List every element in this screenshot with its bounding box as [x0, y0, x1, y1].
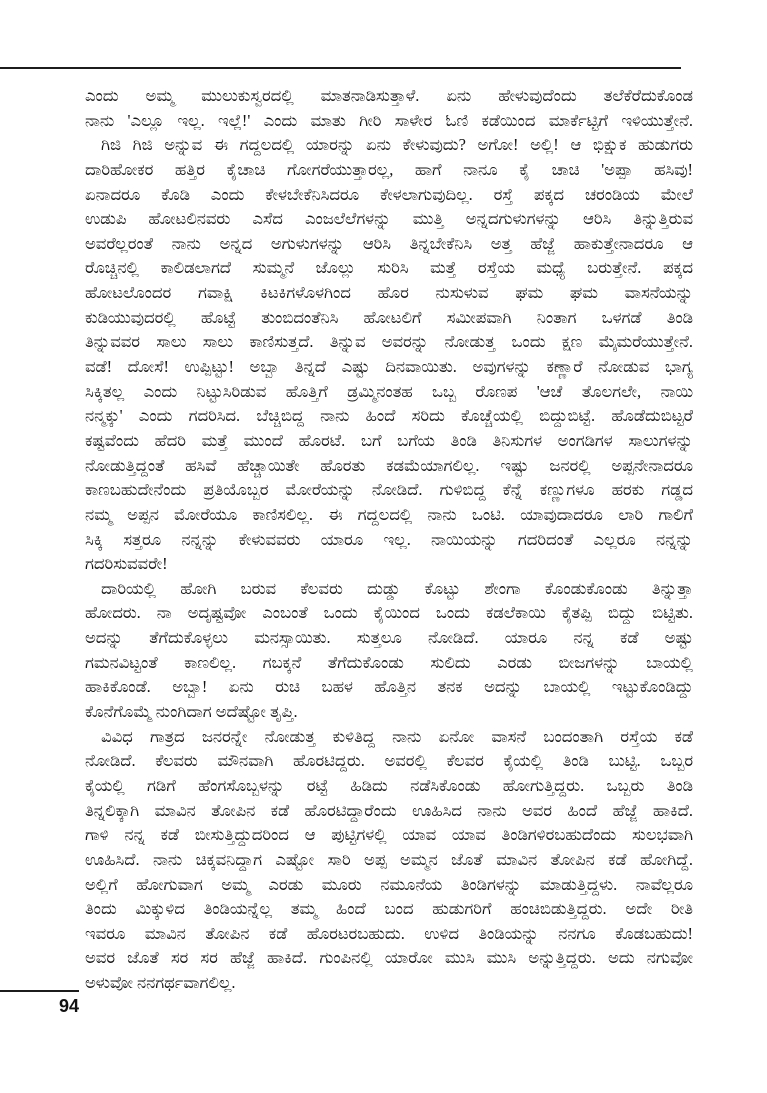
- text-line: ಹೋದರು. ನಾ ಅದೃಷ್ಟವೋ ಎಂಬಂತೆ ಒಂದು ಕೈಯಿಂದ ಒಂದು ಕಡಲೆಕಾಯಿ ಕೈತಪ್ಪಿ ಬಿದ್ದು ಬಿಟ್ಟಿತು.: [85, 603, 693, 623]
- text-line: ಸಿಕ್ಕಿ ಸತ್ತರೂ ನನ್ನನ್ನು ಕೇಳುವವರು ಯಾರೂ ಇಲ್ಲ. ನಾಯಿಯನ್ನು ಗದರಿದಂತೆ ಎಲ್ಲರೂ ನನ್ನನ್ನು: [85, 529, 693, 549]
- text-line: ದಾರಿಹೋಕರ ಹತ್ತಿರ ಕೈಚಾಚಿ ಗೋಗರೆಯುತ್ತಾರಲ್ಲ, ಹಾಗೆ ನಾನೂ ಕೈ ಚಾಚಿ 'ಅಪ್ಪಾ ಹಸಿವು!: [85, 159, 693, 179]
- text-line: ಅವರೆಲ್ಲರಂತೆ ನಾನು ಅನ್ನದ ಅಗುಳುಗಳನ್ನು ಆರಿಸಿ ತಿನ್ನಬೇಕೆನಿಸಿ ಅತ್ತ ಹೆಜ್ಜೆ ಹಾಕುತ್ತೇನಾದರೂ ಆ: [85, 233, 693, 253]
- paragraph-3: [85, 577, 693, 725]
- text-line: ಗಾಳಿ ನನ್ನ ಕಡೆ ಬೀಸುತ್ತಿದ್ದುದರಿಂದ ಆ ಪುಟ್ಟಿಗಳಲ್ಲಿ ಯಾವ ಯಾವ ತಿಂಡಿಗಳಿರಬಹುದೆಂದು ಸುಲಭವಾಗಿ: [85, 825, 693, 845]
- text-line: ಊಹಿಸಿದೆ. ನಾನು ಚಿಕ್ಕವನಿದ್ದಾಗ ಎಷ್ಟೋ ಸಾರಿ ಅಪ್ಪ ಅಮ್ಮನ ಜೊತೆ ಮಾವಿನ ತೋಪಿನ ಕಡೆ ಹೋಗಿದ್ದೆ.: [85, 849, 693, 869]
- text-line: ಕಷ್ಟವೆಂದು ಹೆದರಿ ಮತ್ತೆ ಮುಂದೆ ಹೊರಟೆ. ಬಗೆ ಬಗೆಯ ತಿಂಡಿ ತಿನಿಸುಗಳ ಅಂಗಡಿಗಳ ಸಾಲುಗಳನ್ನು: [85, 430, 693, 450]
- footer-rule: [0, 990, 79, 992]
- text-line: ಹೋಟಲೊಂದರ ಗವಾಕ್ಷಿ ಕಿಟಕಿಗಳೊಳಗಿಂದ ಹೊರ ನುಸುಳುವ ಘಮ ಘಮ ವಾಸನೆಯನ್ನು: [85, 283, 693, 303]
- text-line: ತಿನ್ನಲಿಕ್ಕಾಗಿ ಮಾವಿನ ತೋಪಿನ ಕಡೆ ಹೊರಟಿದ್ದಾರೆಂದು ಊಹಿಸಿದ ನಾನು ಅವರ ಹಿಂದೆ ಹೆಜ್ಜೆ ಹಾಕಿದೆ.: [85, 800, 693, 820]
- text-line: ತಿನ್ನುವವರ ಸಾಲು ಸಾಲು ಕಾಣಿಸುತ್ತದೆ. ತಿನ್ನುವ ಅವರನ್ನು ನೋಡುತ್ತ ಒಂದು ಕ್ಷಣ ಮೈಮರೆಯುತ್ತೇನೆ.: [85, 332, 693, 352]
- header-rule: [0, 67, 681, 69]
- text-line: ನೋಡುತ್ತಿದ್ದಂತೆ ಹಸಿವೆ ಹೆಚ್ಚಾಯಿತೇ ಹೊರತು ಕಡಮೆಯಾಗಲಿಲ್ಲ. ಇಷ್ಟು ಜನರಲ್ಲಿ ಅಪ್ಪನೇನಾದರೂ: [85, 455, 693, 475]
- page-number: 94: [58, 996, 79, 1016]
- text-line: ಇವರೂ ಮಾವಿನ ತೋಪಿನ ಕಡೆ ಹೊರಟರಬಹುದು. ಉಳಿದ ತಿಂಡಿಯನ್ನು ನನಗೂ ಕೊಡಬಹುದು!: [85, 923, 693, 943]
- text-line: ಅವರ ಜೊತೆ ಸರ ಸರ ಹೆಜ್ಜೆ ಹಾಕಿದೆ. ಗುಂಪಿನಲ್ಲಿ ಯಾರೋ ಮುಸಿ ಮುಸಿ ಅನ್ನುತ್ತಿದ್ದರು. ಅದು ನಗುವೋ: [85, 948, 693, 968]
- text-line: ಸಿಕ್ಕಿತಲ್ಲ ಎಂದು ನಿಟ್ಟುಸಿರಿಡುವ ಹೊತ್ತಿಗೆ ಡ್ರಮ್ಮಿನಂತಹ ಒಬ್ಬ ರೊಣಪ 'ಆಚೆ ತೊಲಗಲೇ, ನಾಯಿ: [85, 381, 693, 401]
- text-line: ಕಾಣಬಹುದೇನೆಂದು ಪ್ರತಿಯೊಬ್ಬರ ಮೋರೆಯನ್ನು ನೋಡಿದೆ. ಗುಳಿಬಿದ್ದ ಕೆನ್ನೆ ಕಣ್ಣುಗಳೂ ಹರಕು ಗಡ್ಡದ: [85, 480, 693, 500]
- text-line: ಗಿಜಿ ಗಿಜಿ ಅನ್ನುವ ಈ ಗದ್ದಲದಲ್ಲಿ ಯಾರನ್ನು ಏನು ಕೇಳುವುದು? ಅಗೋ! ಅಲ್ಲಿ! ಆ ಭಿಕ್ಷುಕ ಹುಡುಗರು: [101, 135, 693, 155]
- text-line: ನೋಡಿದೆ. ಕೆಲವರು ಮೌನವಾಗಿ ಹೊರಟಿದ್ದರು. ಅವರಲ್ಲಿ ಕೆಲವರ ಕೈಯಲ್ಲಿ ತಿಂಡಿ ಬುಟ್ಟಿ. ಒಬ್ಬರ: [85, 751, 693, 771]
- text-line: ಉಡುಪಿ ಹೋಟಲಿನವರು ಎಸೆದ ಎಂಜಲೆಲೆಗಳನ್ನು ಮುತ್ತಿ ಅನ್ನದಗುಳುಗಳನ್ನು ಆರಿಸಿ ತಿನ್ನುತ್ತಿರುವ: [85, 209, 693, 229]
- text-line: ದಾರಿಯಲ್ಲಿ ಹೋಗಿ ಬರುವ ಕೆಲವರು ದುಡ್ಡು ಕೊಟ್ಟು ಶೇಂಗಾ ಕೊಂಡುಕೊಂಡು ತಿನ್ನುತ್ತಾ: [101, 578, 693, 598]
- text-line: ಅಲ್ಲಿಗೆ ಹೋಗುವಾಗ ಅಮ್ಮ ಎರಡು ಮೂರು ನಮೂನೆಯ ತಿಂಡಿಗಳನ್ನು ಮಾಡುತ್ತಿದ್ದಳು. ನಾವೆಲ್ಲರೂ: [85, 874, 693, 894]
- text-line: ನನ್ಮಕ್ಕು' ಎಂದು ಗದರಿಸಿದ. ಬೆಚ್ಚಿಬಿದ್ದ ನಾನು ಹಿಂದೆ ಸರಿದು ಕೊಚ್ಚೆಯಲ್ಲಿ ಬಿದ್ದುಬಿಟ್ಟೆ. ಹೊಡೆದುಬಿಟ್ಟರೆ: [85, 406, 693, 426]
- paragraph-1: [85, 84, 693, 133]
- text-line: ಹಾಕಿಕೊಂಡೆ. ಅಬ್ಬಾ! ಏನು ರುಚಿ ಬಹಳ ಹೊತ್ತಿನ ತನಕ ಅದನ್ನು ಬಾಯಲ್ಲಿ ಇಟ್ಟುಕೊಂಡಿದ್ದು: [85, 677, 693, 697]
- text-line: ರೊಚ್ಚಿನಲ್ಲಿ ಕಾಲಿಡಲಾಗದೆ ಸುಮ್ಮನೆ ಜೊಲ್ಲು ಸುರಿಸಿ ಮತ್ತೆ ರಸ್ತೆಯ ಮಧ್ಯೆ ಬರುತ್ತೇನೆ. ಪಕ್ಕದ: [85, 258, 693, 278]
- text-line: ಗದರಿಸುವವರೇ!: [85, 554, 168, 574]
- text-line: ವಿವಿಧ ಗಾತ್ರದ ಜನರನ್ನೇ ನೋಡುತ್ತ ಕುಳಿತಿದ್ದ ನಾನು ಏನೋ ವಾಸನೆ ಬಂದಂತಾಗಿ ರಸ್ತೆಯ ಕಡೆ: [101, 726, 693, 746]
- paragraph-4: [85, 725, 693, 996]
- text-line: ಅದನ್ನು ತೆಗೆದುಕೊಳ್ಳಲು ಮನಸ್ಸಾಯಿತು. ಸುತ್ತಲೂ ನೋಡಿದೆ. ಯಾರೂ ನನ್ನ ಕಡೆ ಅಷ್ಟು: [85, 628, 693, 648]
- text-line: ಅಳುವೋ ನನಗರ್ಥವಾಗಲಿಲ್ಲ.: [85, 973, 236, 993]
- text-line: ನಮ್ಮ ಅಪ್ಪನ ಮೋರೆಯೂ ಕಾಣಿಸಲಿಲ್ಲ. ಈ ಗದ್ದಲದಲ್ಲಿ ನಾನು ಒಂಟಿ. ಯಾವುದಾದರೂ ಲಾರಿ ಗಾಲಿಗೆ: [85, 504, 693, 524]
- paragraph-2: [85, 133, 693, 577]
- text-line: ಕೈಯಲ್ಲಿ ಗಡಿಗೆ ಹೆಂಗಸೊಬ್ಬಳನ್ನು ರಟ್ಟೆ ಹಿಡಿದು ನಡೆಸಿಕೊಂಡು ಹೋಗುತ್ತಿದ್ದರು. ಒಬ್ಬರು ತಿಂಡಿ: [85, 775, 693, 795]
- text-line: ತಿಂದು ಮಿಕ್ಕುಳಿದ ತಿಂಡಿಯನ್ನೆಲ್ಲ ತಮ್ಮ ಹಿಂದೆ ಬಂದ ಹುಡುಗರಿಗೆ ಹಂಚಿಬಿಡುತ್ತಿದ್ದರು. ಅದೇ ರೀತಿ: [85, 899, 693, 919]
- text-line: ಎಂದು ಅಮ್ಮ ಮುಲುಕುಸ್ವರದಲ್ಲಿ ಮಾತನಾಡಿಸುತ್ತಾಳೆ. ಏನು ಹೇಳುವುದೆಂದು ತಲೆಕೆರೆದುಕೊಂಡ: [85, 86, 693, 105]
- text-line: ವಡೆ! ದೋಸೆ! ಉಪ್ಪಿಟ್ಟು! ಅಬ್ಬಾ ತಿನ್ನದೆ ಎಷ್ಟು ದಿನವಾಯಿತು. ಅವುಗಳನ್ನು ಕಣ್ಣಾರೆ ನೋಡುವ ಭಾಗ್ಯ: [85, 357, 693, 377]
- body-text: [85, 84, 693, 996]
- text-line: ಗಮನವಿಟ್ಟಂತೆ ಕಾಣಲಿಲ್ಲ. ಗಬಕ್ಕನೆ ತೆಗೆದುಕೊಂಡು ಸುಲಿದು ಎರಡು ಬೀಜಗಳನ್ನು ಬಾಯಲ್ಲಿ: [85, 652, 693, 672]
- text-line: ಏನಾದರೂ ಕೊಡಿ ಎಂದು ಕೇಳಬೇಕೆನಿಸಿದರೂ ಕೇಳಲಾಗುವುದಿಲ್ಲ. ರಸ್ತೆ ಪಕ್ಕದ ಚರಂಡಿಯ ಮೇಲೆ: [85, 184, 693, 204]
- text-line: ನಾನು 'ಎಲ್ಲೂ ಇಲ್ಲ. ಇಲ್ಲೆ!' ಎಂದು ಮಾತು ಗೀರಿ ಸಾಳೇರ ಓಣಿ ಕಡೆಯಿಂದ ಮಾರ್ಕೆಟ್ಟಿಗೆ ಇಳಿಯುತ್ತೇನೆ.: [85, 110, 693, 130]
- text-line: ಕೊನೆಗೊಮ್ಮೆ ನುಂಗಿದಾಗ ಅದೆಷ್ಟೋ ತೃಪ್ತಿ.: [85, 702, 298, 722]
- text-line: ಕುಡಿಯುವುದರಲ್ಲಿ ಹೊಟ್ಟೆ ತುಂಬಿದಂತೆನಿಸಿ ಹೋಟಲಿಗೆ ಸಮೀಪವಾಗಿ ನಿಂತಾಗ ಒಳಗಡೆ ತಿಂಡಿ: [85, 307, 693, 327]
